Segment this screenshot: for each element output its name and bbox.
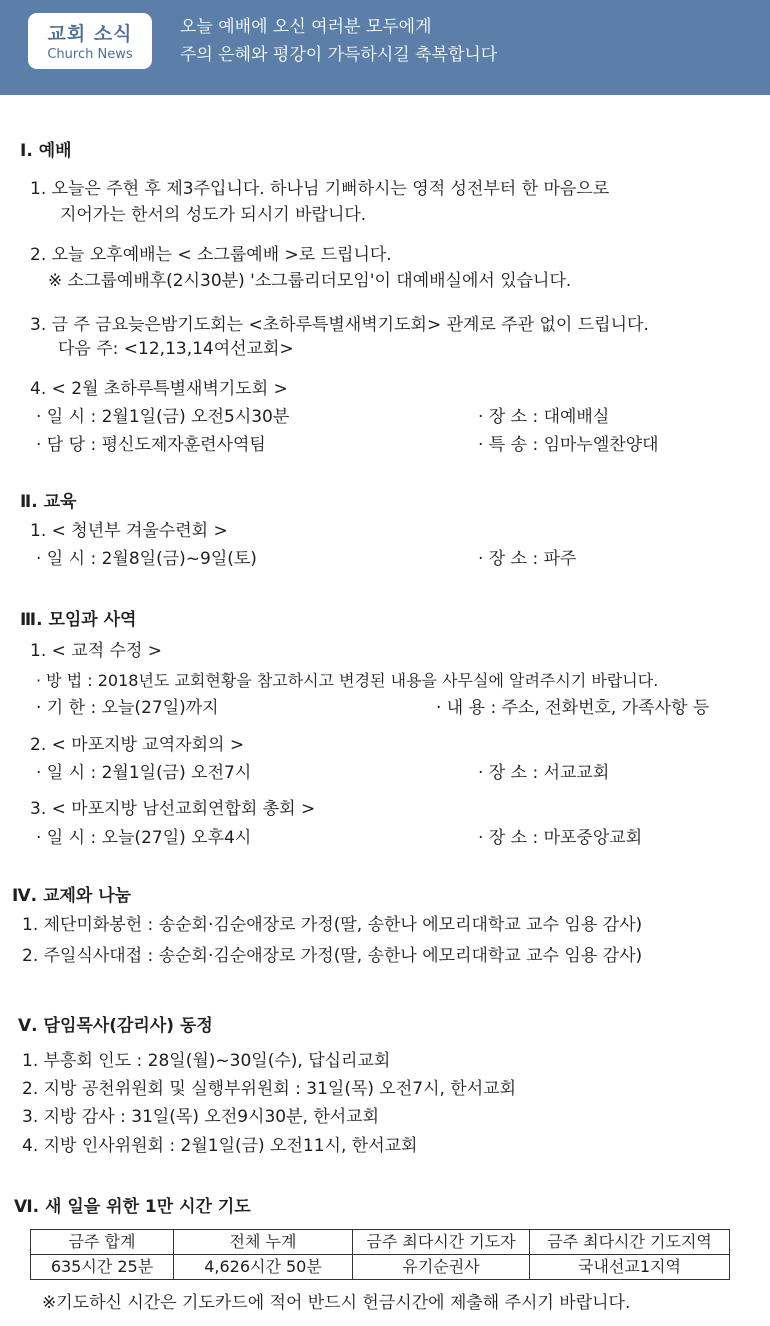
s5-item1: 1. 부흥회 인도 : 28일(월)~30일(수), 답십리교회 (22, 1051, 391, 1071)
table-header-cell: 금주 최다시간 기도자 (353, 1230, 530, 1255)
s2-item1-title: 1. < 청년부 겨울수련회 > (30, 521, 228, 541)
s1-item2-line1: 2. 오늘 오후예배는 < 소그룹예배 >로 드립니다. (30, 245, 392, 265)
section-1-title: Ⅰ. 예배 (20, 141, 72, 161)
s1-item4-place: · 장 소 : 대예배실 (478, 407, 610, 427)
table-header-cell: 금주 합계 (31, 1230, 174, 1255)
section-3-title: Ⅲ. 모임과 사역 (20, 610, 137, 630)
section-6-title: Ⅵ. 새 일을 위한 1만 시간 기도 (14, 1197, 251, 1217)
table-cell: 국내선교1지역 (530, 1255, 730, 1280)
s2-item1-place: · 장 소 : 파주 (478, 549, 577, 569)
s3-item3-title: 3. < 마포지방 남선교회연합회 총회 > (30, 799, 316, 819)
badge-title-en: Church News (47, 47, 133, 62)
s1-item4-title: 4. < 2월 초하루특별새벽기도회 > (30, 379, 288, 399)
s5-item2: 2. 지방 공천위원회 및 실행부위원회 : 31일(목) 오전7시, 한서교회 (22, 1079, 516, 1099)
table-cell: 4,626시간 50분 (174, 1255, 353, 1280)
table-row (31, 1255, 730, 1280)
section-4-title: Ⅳ. 교제와 나눔 (12, 886, 132, 906)
table-header-row (31, 1230, 730, 1255)
table-header-cell: 금주 최다시간 기도지역 (530, 1230, 730, 1255)
table-cell: 635시간 25분 (31, 1255, 174, 1280)
s1-item4-music: · 특 송 : 임마누엘찬양대 (478, 435, 659, 455)
badge-title-ko: 교회 소식 (47, 23, 133, 45)
greeting-line-1: 오늘 예배에 오신 여러분 모두에게 (180, 17, 432, 37)
s1-item3-line1: 3. 금 주 금요늦은밤기도회는 <초하루특별새벽기도회> 관계로 주관 없이 드립니다. (30, 315, 649, 335)
s1-item3-line2: 다음 주: <12,13,14여선교회> (58, 339, 294, 359)
s3-item1-deadline: · 기 한 : 오늘(27일)까지 (36, 698, 219, 718)
s5-item3: 3. 지방 감사 : 31일(목) 오전9시30분, 한서교회 (22, 1107, 380, 1127)
s1-item2-line2: ※ 소그룹예배후(2시30분) '소그룹리더모임'이 대예배실에서 있습니다. (48, 271, 572, 291)
table-header-cell: 전체 누계 (174, 1230, 353, 1255)
prayer-hours-table (30, 1229, 730, 1280)
s3-item3-date: · 일 시 : 오늘(27일) 오후4시 (36, 828, 252, 848)
s1-item1-line1: 1. 오늘은 주현 후 제3주입니다. 하나님 기뻐하시는 영적 성전부터 한 마음으로 (30, 179, 610, 199)
s1-item1-line2: 지어가는 한서의 성도가 되시기 바랍니다. (60, 205, 367, 225)
greeting-line-2: 주의 은혜와 평강이 가득하시길 축복합니다 (180, 45, 498, 65)
s4-item2: 2. 주일식사대접 : 송순회·김순애장로 가정(딸, 송한나 에모리대학교 교수 임용 감사) (22, 946, 643, 966)
s3-item2-place: · 장 소 : 서교교회 (478, 763, 610, 783)
prayer-note: ※기도하신 시간은 기도카드에 적어 반드시 헌금시간에 제출해 주시기 바랍니다. (42, 1293, 631, 1313)
s1-item4-date: · 일 시 : 2월1일(금) 오전5시30분 (36, 407, 290, 427)
church-news-badge (28, 13, 152, 69)
s2-item1-date: · 일 시 : 2월8일(금)~9일(토) (36, 549, 257, 569)
s3-item1-method: · 방 법 : 2018년도 교회현황을 참고하시고 변경된 내용을 사무실에 알려주시기 바랍니다. (36, 671, 659, 690)
s1-item4-lead: · 담 당 : 평신도제자훈련사역팀 (36, 435, 266, 455)
greeting (180, 13, 497, 69)
header-banner (0, 0, 770, 95)
s3-item3-place: · 장 소 : 마포중앙교회 (478, 828, 643, 848)
s3-item1-content: · 내 용 : 주소, 전화번호, 가족사항 등 (436, 698, 710, 718)
s4-item1: 1. 제단미화봉헌 : 송순회·김순애장로 가정(딸, 송한나 에모리대학교 교수 임용 감사) (22, 915, 643, 935)
s3-item2-date: · 일 시 : 2월1일(금) 오전7시 (36, 763, 252, 783)
s5-item4: 4. 지방 인사위원회 : 2월1일(금) 오전11시, 한서교회 (22, 1136, 418, 1156)
s3-item2-title: 2. < 마포지방 교역자회의 > (30, 735, 245, 755)
section-5-title: Ⅴ. 담임목사(감리사) 동정 (18, 1016, 213, 1036)
s3-item1-title: 1. < 교적 수정 > (30, 641, 163, 661)
table-cell: 유기순권사 (353, 1255, 530, 1280)
section-2-title: Ⅱ. 교육 (20, 492, 77, 512)
